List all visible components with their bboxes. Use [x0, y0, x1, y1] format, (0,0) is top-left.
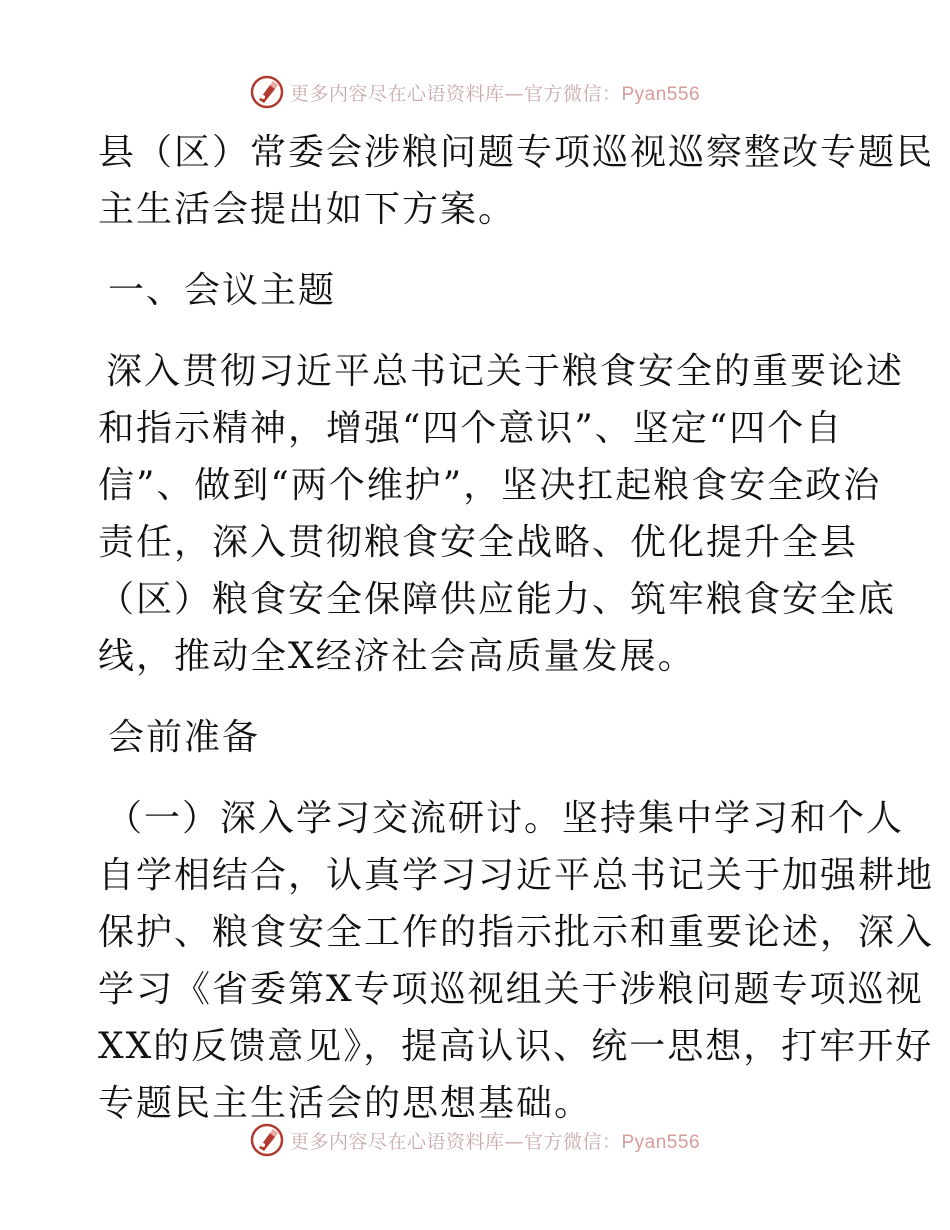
pen-logo-icon [250, 75, 284, 109]
text-line: （一）深入学习交流研讨。坚持集中学习和个人 [106, 798, 905, 839]
text-line: 责任，深入贯彻粮食安全战略、优化提升全县 [98, 522, 859, 563]
page-header-watermark [0, 72, 950, 112]
watermark-site-text: 更多内容尽在心语资料库 [289, 82, 505, 105]
text-line: 自学相结合，认真学习习近平总书记关于加强耕地 [98, 855, 935, 896]
watermark-text [290, 79, 700, 106]
text-line: 线，推动全X经济社会高质量发展。 [98, 636, 696, 677]
text-line: 信”、做到“两个维护”，坚决扛起粮食安全政治 [98, 465, 882, 506]
watermark-official-label: 官方微信： [523, 82, 622, 105]
section-2-heading: 会前准备 [108, 717, 261, 758]
text-line: 主生活会提出如下方案。 [98, 189, 517, 230]
intro-paragraph [98, 124, 935, 238]
text-line: （区）粮食安全保障供应能力、筑牢粮食安全底 [98, 579, 897, 620]
watermark-handle: Pyan556 [621, 1131, 701, 1153]
section-1-heading: 一、会议主题 [108, 270, 337, 311]
watermark-separator: — [504, 82, 524, 105]
section-1-paragraph [98, 343, 905, 685]
page-footer-watermark [0, 1120, 950, 1160]
watermark-official-label: 官方微信： [523, 1130, 622, 1153]
section-2-paragraph [98, 790, 935, 1132]
watermark-handle: Pyan556 [621, 83, 701, 105]
watermark-text [290, 1127, 700, 1154]
pen-logo-icon [250, 1123, 284, 1157]
text-line: XX的反馈意见》，提高认识、统一思想，打牢开好 [98, 1026, 934, 1067]
text-line: 深入贯彻习近平总书记关于粮食安全的重要论述 [106, 351, 905, 392]
watermark-separator: — [504, 1130, 524, 1153]
document-body [98, 124, 935, 1132]
text-line: 保护、粮食安全工作的指示批示和重要论述，深入 [98, 912, 935, 953]
text-line: 专题民主生活会的思想基础。 [98, 1083, 593, 1124]
text-line: 学习《省委第X专项巡视组关于涉粮问题专项巡视 [98, 969, 924, 1010]
text-line: 和指示精神，增强“四个意识”、坚定“四个自 [98, 408, 844, 449]
text-line: 县（区）常委会涉粮问题专项巡视巡察整改专题民 [98, 132, 935, 173]
watermark-site-text: 更多内容尽在心语资料库 [289, 1130, 505, 1153]
